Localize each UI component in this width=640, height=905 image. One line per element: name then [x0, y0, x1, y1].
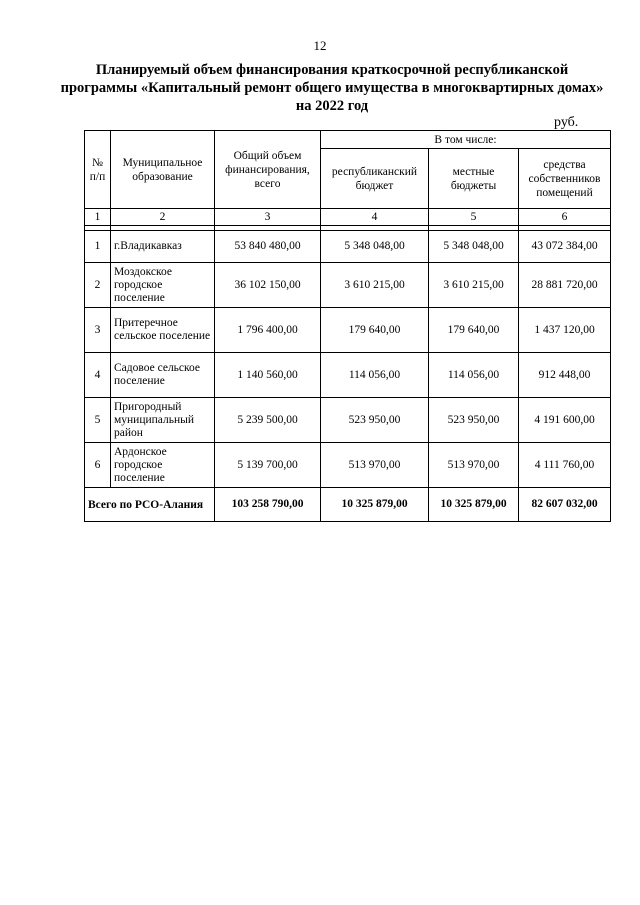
- row-local: 523 950,00: [429, 398, 519, 443]
- row-local: 179 640,00: [429, 308, 519, 353]
- table-row: [85, 308, 611, 353]
- index-cell: 5: [429, 209, 519, 226]
- row-local: 513 970,00: [429, 443, 519, 488]
- row-total: 36 102 150,00: [215, 263, 321, 308]
- index-cell: 4: [321, 209, 429, 226]
- total-sum: 103 258 790,00: [215, 488, 321, 522]
- row-owners: 4 191 600,00: [519, 398, 611, 443]
- index-cell: 2: [111, 209, 215, 226]
- document-title: Планируемый объем финансирования краткосрочной республиканской программы «Капитальный ремонт общего имущества в многоквартирных домах» на 2022 год: [60, 62, 604, 114]
- header-municipality: Муниципальное образование: [111, 131, 215, 209]
- financing-table: [84, 130, 611, 522]
- index-cell: 1: [85, 209, 111, 226]
- row-republic: 179 640,00: [321, 308, 429, 353]
- table-row: [85, 353, 611, 398]
- row-local: 3 610 215,00: [429, 263, 519, 308]
- row-total: 5 239 500,00: [215, 398, 321, 443]
- row-republic: 513 970,00: [321, 443, 429, 488]
- row-republic: 523 950,00: [321, 398, 429, 443]
- page-number: 12: [313, 38, 327, 53]
- row-total: 1 140 560,00: [215, 353, 321, 398]
- row-republic: 3 610 215,00: [321, 263, 429, 308]
- row-owners: 43 072 384,00: [519, 231, 611, 263]
- total-owners: 82 607 032,00: [519, 488, 611, 522]
- row-municipality: Притеречное сельское поселение: [111, 308, 215, 353]
- row-number: 4: [85, 353, 111, 398]
- table-row: [85, 263, 611, 308]
- header-including: В том числе:: [321, 131, 611, 149]
- row-republic: 114 056,00: [321, 353, 429, 398]
- row-republic: 5 348 048,00: [321, 231, 429, 263]
- total-local: 10 325 879,00: [429, 488, 519, 522]
- row-municipality: Моздокское городское поселение: [111, 263, 215, 308]
- total-row: [85, 488, 611, 522]
- index-cell: 3: [215, 209, 321, 226]
- total-label: Всего по РСО-Алания: [85, 488, 215, 522]
- row-owners: 28 881 720,00: [519, 263, 611, 308]
- row-number: 6: [85, 443, 111, 488]
- row-local: 114 056,00: [429, 353, 519, 398]
- row-total: 53 840 480,00: [215, 231, 321, 263]
- row-municipality: Ардонское городское поселение: [111, 443, 215, 488]
- row-number: 2: [85, 263, 111, 308]
- row-municipality: Садовое сельское поселение: [111, 353, 215, 398]
- currency-unit: руб.: [554, 115, 579, 130]
- table-row: [85, 398, 611, 443]
- row-municipality: г.Владикавказ: [111, 231, 215, 263]
- row-owners: 4 111 760,00: [519, 443, 611, 488]
- total-republic: 10 325 879,00: [321, 488, 429, 522]
- index-cell: 6: [519, 209, 611, 226]
- column-index-row: [85, 209, 611, 226]
- row-total: 5 139 700,00: [215, 443, 321, 488]
- row-number: 1: [85, 231, 111, 263]
- row-total: 1 796 400,00: [215, 308, 321, 353]
- header-republic: республиканский бюджет: [321, 149, 429, 209]
- row-owners: 912 448,00: [519, 353, 611, 398]
- table-row: [85, 231, 611, 263]
- table-row: [85, 443, 611, 488]
- row-local: 5 348 048,00: [429, 231, 519, 263]
- row-municipality: Пригородный муниципальный район: [111, 398, 215, 443]
- header-num: № п/п: [85, 131, 111, 209]
- row-owners: 1 437 120,00: [519, 308, 611, 353]
- header-local: местные бюджеты: [429, 149, 519, 209]
- header-total: Общий объем финансирования, всего: [215, 131, 321, 209]
- row-number: 5: [85, 398, 111, 443]
- row-number: 3: [85, 308, 111, 353]
- header-owners: средства собственников помещений: [519, 149, 611, 209]
